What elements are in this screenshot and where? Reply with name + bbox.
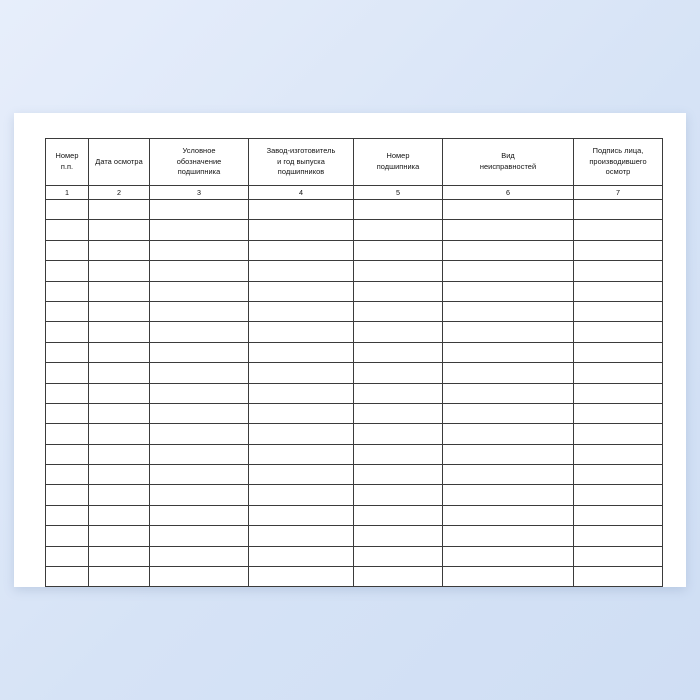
table-cell-empty[interactable] — [443, 301, 574, 321]
journal-table — [45, 138, 663, 587]
table-cell-empty[interactable] — [354, 465, 443, 485]
table-cell-empty[interactable] — [574, 465, 663, 485]
table-cell-empty[interactable] — [89, 424, 150, 444]
table-cell-empty[interactable] — [150, 383, 249, 403]
table-cell-empty[interactable] — [249, 322, 354, 342]
table-header — [46, 139, 663, 200]
table-cell-empty[interactable] — [150, 281, 249, 301]
table-cell-empty[interactable] — [354, 240, 443, 260]
table-cell-empty[interactable] — [354, 485, 443, 505]
header-line: п.п. — [60, 162, 74, 171]
table-cell-empty[interactable] — [574, 505, 663, 525]
table-cell-empty[interactable] — [89, 465, 150, 485]
table-cell-empty[interactable] — [574, 363, 663, 383]
table-cell-empty[interactable] — [46, 342, 89, 362]
header-line: неисправностей — [479, 162, 537, 171]
table-cell-empty[interactable] — [443, 567, 574, 587]
table-cell-empty[interactable] — [443, 363, 574, 383]
table-cell-empty[interactable] — [150, 200, 249, 220]
table-body — [46, 200, 663, 587]
header-line: Подпись лица, — [592, 145, 644, 155]
table-cell-empty[interactable] — [574, 342, 663, 362]
header-line: Номер — [55, 151, 79, 161]
table-cell-empty[interactable] — [46, 424, 89, 444]
table-cell-empty[interactable] — [354, 383, 443, 403]
table-cell-empty[interactable] — [574, 322, 663, 342]
column-number-cell: 6 — [443, 186, 574, 200]
table-cell-empty[interactable] — [46, 444, 89, 464]
table-cell-empty[interactable] — [574, 526, 663, 546]
table-cell-empty[interactable] — [354, 424, 443, 444]
table-cell-empty[interactable] — [249, 363, 354, 383]
table-cell-empty[interactable] — [46, 505, 89, 525]
table-cell-empty[interactable] — [46, 546, 89, 566]
table-cell-empty[interactable] — [443, 424, 574, 444]
table-row[interactable] — [46, 240, 663, 260]
table-cell-empty[interactable] — [354, 363, 443, 383]
table-cell-empty[interactable] — [150, 322, 249, 342]
table-cell-empty[interactable] — [89, 485, 150, 505]
table-row[interactable] — [46, 220, 663, 240]
table-cell-empty[interactable] — [150, 567, 249, 587]
table-cell-empty[interactable] — [89, 220, 150, 240]
table-cell-empty[interactable] — [574, 383, 663, 403]
table-cell-empty[interactable] — [249, 301, 354, 321]
column-header-inspection-date — [89, 139, 150, 186]
table-cell-empty[interactable] — [46, 363, 89, 383]
table-cell-empty[interactable] — [354, 301, 443, 321]
table-cell-empty[interactable] — [574, 546, 663, 566]
table-cell-empty[interactable] — [89, 444, 150, 464]
table-cell-empty[interactable] — [354, 220, 443, 240]
table-cell-empty[interactable] — [150, 444, 249, 464]
column-number-cell: 3 — [150, 186, 249, 200]
table-cell-empty[interactable] — [150, 261, 249, 281]
table-cell-empty[interactable] — [89, 200, 150, 220]
table-cell-empty[interactable] — [249, 240, 354, 260]
table-cell-empty[interactable] — [249, 546, 354, 566]
table-cell-empty[interactable] — [89, 546, 150, 566]
column-number-cell: 1 — [46, 186, 89, 200]
table-cell-empty[interactable] — [150, 240, 249, 260]
header-line: осмотр — [605, 167, 631, 177]
column-number-row — [46, 186, 663, 200]
table-cell-empty[interactable] — [89, 240, 150, 260]
table-row[interactable] — [46, 546, 663, 566]
paper-sheet — [14, 113, 686, 587]
table-cell-empty[interactable] — [46, 465, 89, 485]
table-cell-empty[interactable] — [354, 526, 443, 546]
table-cell-empty[interactable] — [150, 220, 249, 240]
header-line: Вид — [501, 151, 515, 161]
table-cell-empty[interactable] — [150, 301, 249, 321]
table-cell-empty[interactable] — [443, 383, 574, 403]
table-row[interactable] — [46, 444, 663, 464]
table-cell-empty[interactable] — [354, 444, 443, 464]
column-number-cell: 2 — [89, 186, 150, 200]
header-line: Завод-изготовитель — [266, 145, 336, 155]
table-row[interactable] — [46, 383, 663, 403]
table-cell-empty[interactable] — [443, 505, 574, 525]
table-row[interactable] — [46, 301, 663, 321]
table-cell-empty[interactable] — [574, 240, 663, 260]
table-cell-empty[interactable] — [46, 403, 89, 423]
table-cell-empty[interactable] — [574, 424, 663, 444]
table-cell-empty[interactable] — [89, 403, 150, 423]
table-cell-empty[interactable] — [150, 363, 249, 383]
table-cell-empty[interactable] — [249, 220, 354, 240]
table-cell-empty[interactable] — [249, 342, 354, 362]
table-cell-empty[interactable] — [150, 505, 249, 525]
table-cell-empty[interactable] — [574, 301, 663, 321]
table-cell-empty[interactable] — [443, 240, 574, 260]
table-cell-empty[interactable] — [46, 485, 89, 505]
table-cell-empty[interactable] — [46, 383, 89, 403]
table-cell-empty[interactable] — [89, 301, 150, 321]
column-header-bearing-number — [354, 139, 443, 186]
table-cell-empty[interactable] — [89, 363, 150, 383]
header-line: подшипника — [376, 162, 420, 171]
header-line: Номер — [386, 151, 410, 161]
table-cell-empty[interactable] — [89, 261, 150, 281]
header-line: Условное — [182, 145, 216, 155]
table-cell-empty[interactable] — [46, 281, 89, 301]
table-cell-empty[interactable] — [249, 403, 354, 423]
table-cell-empty[interactable] — [249, 485, 354, 505]
table-cell-empty[interactable] — [354, 403, 443, 423]
header-line: Дата осмотра — [95, 156, 143, 166]
table-cell-empty[interactable] — [249, 424, 354, 444]
table-cell-empty[interactable] — [249, 444, 354, 464]
table-cell-empty[interactable] — [354, 342, 443, 362]
table-row[interactable] — [46, 261, 663, 281]
table-cell-empty[interactable] — [443, 546, 574, 566]
table-cell-empty[interactable] — [249, 281, 354, 301]
table-cell-empty[interactable] — [354, 281, 443, 301]
table-cell-empty[interactable] — [249, 567, 354, 587]
journal-table-container — [45, 138, 655, 587]
table-cell-empty[interactable] — [46, 301, 89, 321]
table-cell-empty[interactable] — [443, 403, 574, 423]
table-cell-empty[interactable] — [443, 281, 574, 301]
table-cell-empty[interactable] — [89, 383, 150, 403]
table-cell-empty[interactable] — [443, 261, 574, 281]
header-line: подшипника — [177, 167, 221, 177]
table-cell-empty[interactable] — [150, 485, 249, 505]
column-header-bearing-designation — [150, 139, 249, 186]
table-cell-empty[interactable] — [150, 403, 249, 423]
table-cell-empty[interactable] — [46, 220, 89, 240]
table-cell-empty[interactable] — [574, 220, 663, 240]
column-number-cell: 5 — [354, 186, 443, 200]
header-line: и год выпуска — [277, 156, 325, 166]
table-cell-empty[interactable] — [249, 383, 354, 403]
table-row[interactable] — [46, 342, 663, 362]
table-cell-empty[interactable] — [46, 200, 89, 220]
table-cell-empty[interactable] — [46, 261, 89, 281]
table-cell-empty[interactable] — [443, 444, 574, 464]
table-cell-empty[interactable] — [46, 240, 89, 260]
table-row[interactable] — [46, 363, 663, 383]
table-cell-empty[interactable] — [443, 465, 574, 485]
table-cell-empty[interactable] — [574, 403, 663, 423]
table-cell-empty[interactable] — [443, 220, 574, 240]
table-row[interactable] — [46, 567, 663, 587]
table-cell-empty[interactable] — [89, 505, 150, 525]
table-row[interactable] — [46, 465, 663, 485]
table-cell-empty[interactable] — [249, 505, 354, 525]
table-row[interactable] — [46, 200, 663, 220]
table-row[interactable] — [46, 485, 663, 505]
table-cell-empty[interactable] — [46, 526, 89, 546]
table-cell-empty[interactable] — [89, 567, 150, 587]
table-cell-empty[interactable] — [354, 261, 443, 281]
table-cell-empty[interactable] — [150, 465, 249, 485]
table-cell-empty[interactable] — [89, 281, 150, 301]
table-row[interactable] — [46, 403, 663, 423]
table-cell-empty[interactable] — [574, 200, 663, 220]
table-cell-empty[interactable] — [89, 526, 150, 546]
table-cell-empty[interactable] — [574, 444, 663, 464]
table-cell-empty[interactable] — [574, 567, 663, 587]
column-number-cell: 7 — [574, 186, 663, 200]
table-cell-empty[interactable] — [249, 465, 354, 485]
table-cell-empty[interactable] — [89, 322, 150, 342]
column-header-number — [46, 139, 89, 186]
table-row[interactable] — [46, 526, 663, 546]
table-cell-empty[interactable] — [354, 200, 443, 220]
column-header-inspector-signature — [574, 139, 663, 186]
column-number-cell: 4 — [249, 186, 354, 200]
table-cell-empty[interactable] — [354, 322, 443, 342]
header-line: подшипников — [277, 167, 325, 177]
table-row[interactable] — [46, 281, 663, 301]
table-row[interactable] — [46, 322, 663, 342]
table-cell-empty[interactable] — [443, 526, 574, 546]
table-cell-empty[interactable] — [89, 342, 150, 362]
table-cell-empty[interactable] — [150, 424, 249, 444]
table-cell-empty[interactable] — [354, 546, 443, 566]
table-cell-empty[interactable] — [46, 567, 89, 587]
table-cell-empty[interactable] — [443, 200, 574, 220]
column-header-manufacturer-year — [249, 139, 354, 186]
header-line: производившего — [589, 156, 647, 166]
table-row[interactable] — [46, 505, 663, 525]
header-row — [46, 139, 663, 186]
table-cell-empty[interactable] — [443, 485, 574, 505]
table-cell-empty[interactable] — [150, 526, 249, 546]
table-cell-empty[interactable] — [150, 342, 249, 362]
table-cell-empty[interactable] — [150, 546, 249, 566]
table-cell-empty[interactable] — [574, 281, 663, 301]
table-cell-empty[interactable] — [574, 261, 663, 281]
table-cell-empty[interactable] — [443, 342, 574, 362]
table-cell-empty[interactable] — [574, 485, 663, 505]
table-cell-empty[interactable] — [354, 567, 443, 587]
table-cell-empty[interactable] — [443, 322, 574, 342]
table-cell-empty[interactable] — [249, 261, 354, 281]
table-row[interactable] — [46, 424, 663, 444]
table-cell-empty[interactable] — [249, 200, 354, 220]
table-cell-empty[interactable] — [249, 526, 354, 546]
column-header-fault-type — [443, 139, 574, 186]
table-cell-empty[interactable] — [354, 505, 443, 525]
header-line: обозначение — [176, 156, 222, 166]
table-cell-empty[interactable] — [46, 322, 89, 342]
